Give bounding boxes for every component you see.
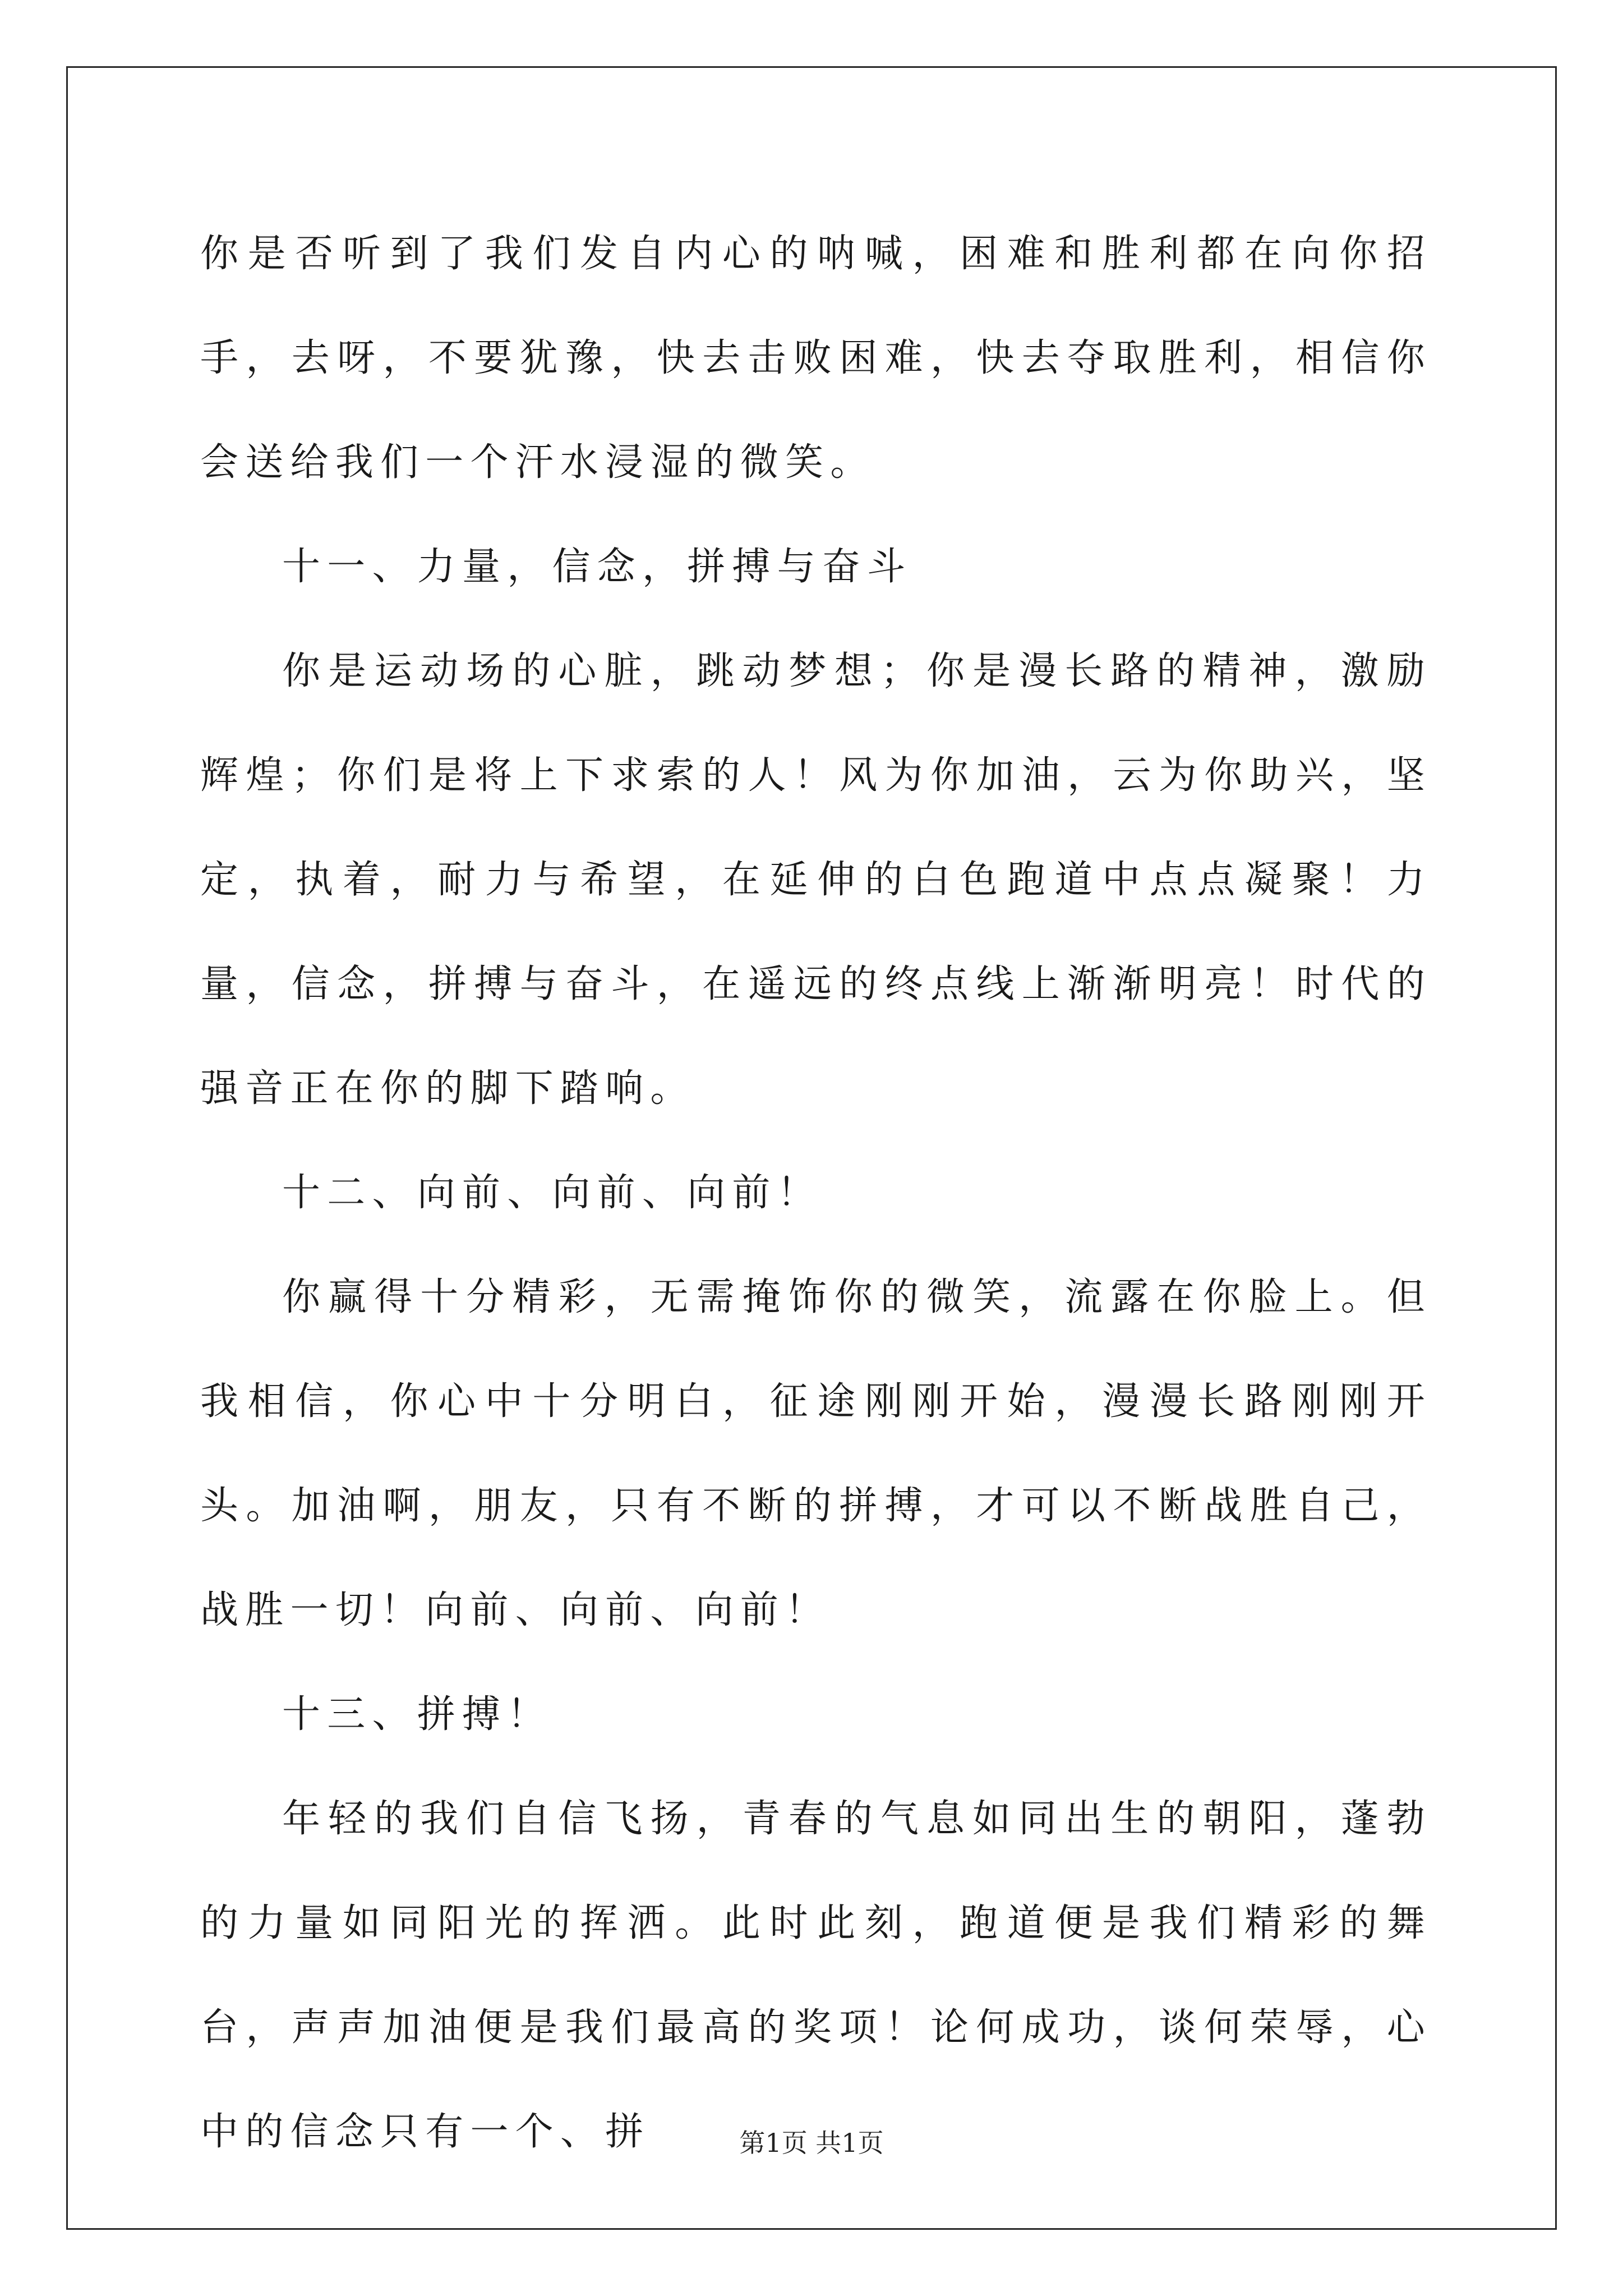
section-heading-11: 十一、力量，信念，拼搏与奋斗 bbox=[282, 545, 912, 589]
paragraph-4: 年轻的我们自信飞扬，青春的气息如同出生的朝阳，蓬勃的力量如同阳光的挥洒。此时此刻，跑道便是我们精彩的舞台，声声加油便是我们最高的奖项！论何成功，谈何荣辱，心中的信念只有一个、拼 bbox=[200, 1797, 1432, 2154]
document-body bbox=[200, 202, 1432, 2184]
paragraph-2: 你是运动场的心脏，跳动梦想；你是漫长路的精神，激励辉煌；你们是将上下求索的人！风为你加油，云为你助兴，坚定，执着，耐力与希望，在延伸的白色跑道中点点凝聚！力量，信念，拼搏与奋斗，在遥远的终点线上渐渐明亮！时代的强音正在你的脚下踏响。 bbox=[200, 649, 1432, 1111]
section-heading-13: 十三、拼搏！ bbox=[282, 1692, 552, 1737]
page-footer: 第1页 共1页 bbox=[739, 2128, 884, 2158]
paragraph-3: 你赢得十分精彩，无需掩饰你的微笑，流露在你脸上。但我相信，你心中十分明白，征途刚刚开始，漫漫长路刚刚开头。加油啊，朋友，只有不断的拼搏，才可以不断战胜自己，战胜一切！向前、向前、向前！ bbox=[200, 1275, 1432, 1632]
paragraph-1: 你是否听到了我们发自内心的呐喊，困难和胜利都在向你招手，去呀，不要犹豫，快去击败困难，快去夺取胜利，相信你会送给我们一个汗水浸湿的微笑。 bbox=[200, 232, 1432, 485]
section-heading-12: 十二、向前、向前、向前！ bbox=[282, 1171, 822, 1215]
